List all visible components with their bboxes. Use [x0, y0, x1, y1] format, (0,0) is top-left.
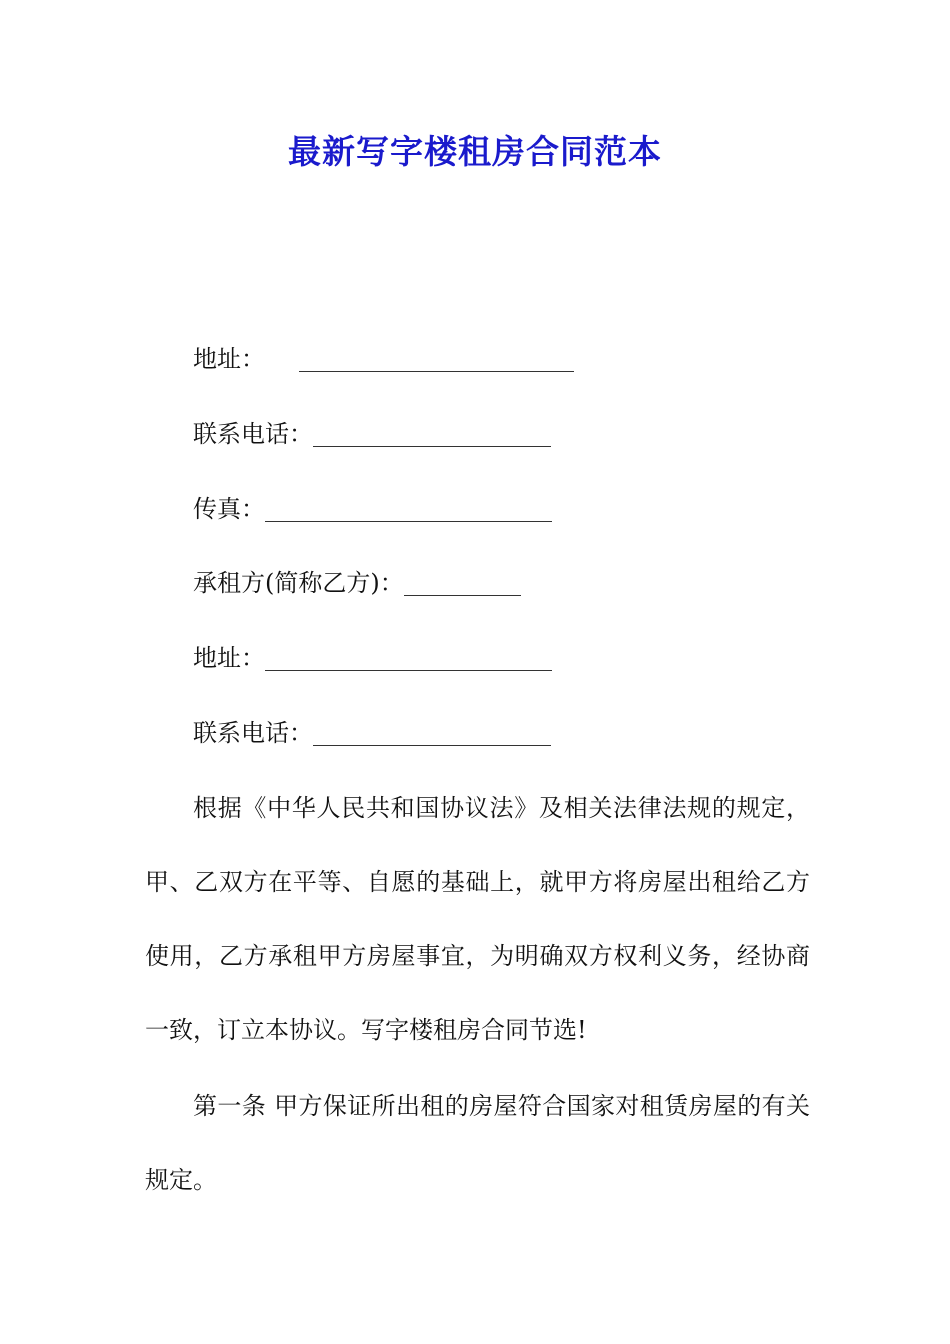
field-label: 承租方(简称乙方)：	[193, 569, 404, 597]
preamble-paragraph: 根据《中华人民共和国协议法》及相关法律法规的规定，甲、乙双方在平等、自愿的基础上，就甲方将房屋出租给乙方使用，乙方承租甲方房屋事宜，为明确双方权利义务，经协商一致，订立本协议。写字楼租房合同节选!	[145, 794, 810, 1044]
fill-in-blank[interactable]	[299, 347, 574, 372]
fill-in-blank[interactable]	[313, 422, 551, 447]
field-label: 联系电话：	[193, 719, 313, 747]
document-title: 最新写字楼租房合同范本	[288, 132, 662, 171]
fill-in-blank[interactable]	[313, 721, 551, 746]
lessee-phone-field	[193, 718, 551, 748]
fill-in-blank[interactable]	[265, 497, 552, 522]
lessor-address-field	[193, 344, 574, 374]
article-one-paragraph: 第一条 甲方保证所出租的房屋符合国家对租赁房屋的有关规定。	[145, 1092, 810, 1194]
field-label: 地址：	[193, 345, 265, 373]
field-label: 传真：	[193, 495, 265, 523]
fill-in-blank[interactable]	[265, 646, 552, 671]
lessee-address-field	[193, 643, 552, 673]
lessor-phone-field	[193, 419, 551, 449]
lessee-name-field	[193, 568, 521, 598]
fill-in-blank[interactable]	[404, 571, 521, 596]
field-label: 地址：	[193, 644, 265, 672]
lessor-fax-field	[193, 494, 552, 524]
field-label: 联系电话：	[193, 420, 313, 448]
